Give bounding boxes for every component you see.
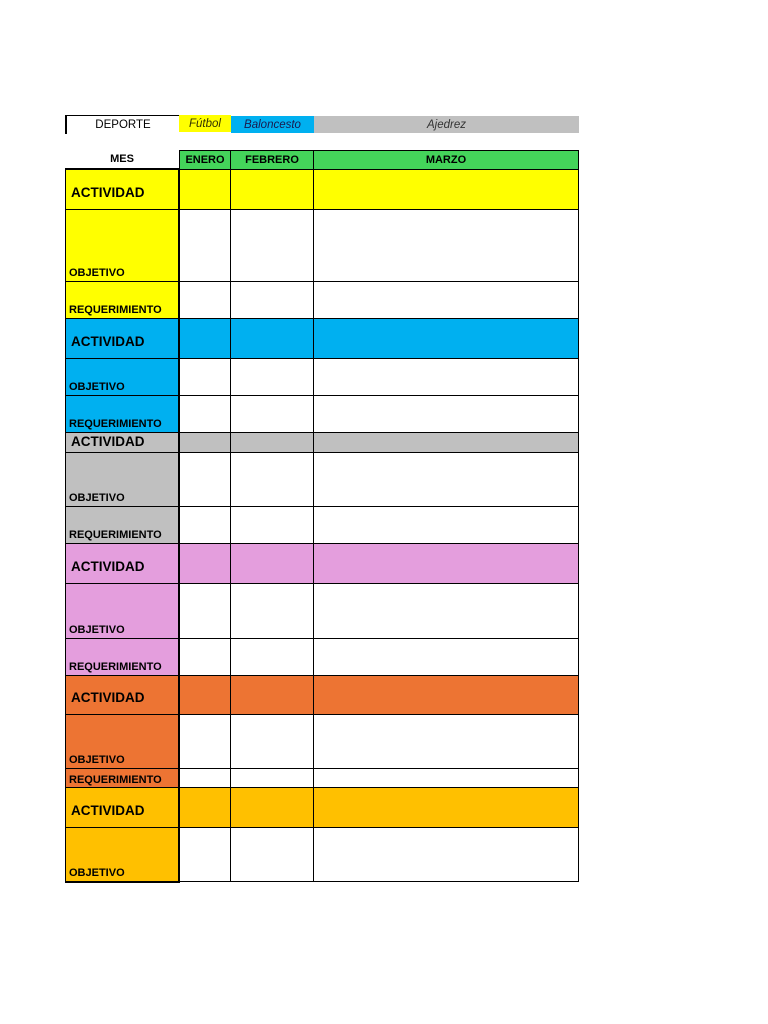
row-objetivo-6 [65,827,180,883]
objetivo-label: OBJETIVO [69,267,125,279]
cell-febrero[interactable] [230,209,314,282]
cell-febrero[interactable] [230,169,314,210]
row-actividad-1 [65,169,180,210]
row-requerimiento-4 [65,638,180,676]
cell-febrero[interactable] [230,506,314,544]
cell-marzo[interactable] [313,358,579,396]
cell-enero[interactable] [179,452,231,507]
requerimiento-label: REQUERIMIENTO [69,529,162,541]
objetivo-label: OBJETIVO [69,381,125,393]
legend-baloncesto-label: Baloncesto [244,118,301,131]
cell-marzo[interactable] [313,281,579,319]
row-actividad-5 [65,675,180,715]
cell-marzo[interactable] [313,318,579,359]
row-requerimiento-5 [65,768,180,788]
objetivo-label: OBJETIVO [69,754,125,766]
requerimiento-label: REQUERIMIENTO [69,304,162,316]
cell-enero[interactable] [179,543,231,584]
header-febrero [230,150,314,170]
legend-label-cell [65,115,179,134]
header-febrero-label: FEBRERO [245,154,299,166]
cell-enero[interactable] [179,583,231,639]
cell-marzo[interactable] [313,787,579,828]
cell-marzo[interactable] [313,452,579,507]
cell-febrero[interactable] [230,543,314,584]
cell-febrero[interactable] [230,395,314,433]
cell-marzo[interactable] [313,675,579,715]
cell-febrero[interactable] [230,714,314,769]
row-actividad-2 [65,318,180,359]
legend-baloncesto [231,116,314,133]
legend-label: DEPORTE [95,119,151,131]
objetivo-label: OBJETIVO [69,492,125,504]
row-objetivo-1 [65,209,180,282]
cell-marzo[interactable] [313,543,579,584]
cell-marzo[interactable] [313,714,579,769]
actividad-label: ACTIVIDAD [71,802,145,818]
actividad-label: ACTIVIDAD [71,333,145,349]
cell-enero[interactable] [179,432,231,453]
header-marzo-label: MARZO [425,154,467,166]
requerimiento-label: REQUERIMIENTO [69,774,162,786]
cell-febrero[interactable] [230,318,314,359]
legend-futbol-label: Fútbol [189,117,221,130]
cell-febrero[interactable] [230,675,314,715]
legend-ajedrez-label: Ajedrez [427,118,466,131]
objetivo-label: OBJETIVO [69,624,125,636]
cell-marzo[interactable] [313,395,579,433]
cell-enero[interactable] [179,768,231,788]
objetivo-label: OBJETIVO [69,867,125,879]
row-objetivo-4 [65,583,180,639]
actividad-label: ACTIVIDAD [71,558,145,574]
cell-enero[interactable] [179,209,231,282]
actividad-label: ACTIVIDAD [71,184,145,200]
cell-febrero[interactable] [230,452,314,507]
cell-febrero[interactable] [230,281,314,319]
cell-enero[interactable] [179,506,231,544]
row-requerimiento-2 [65,395,180,433]
row-actividad-4 [65,543,180,584]
header-enero-label: ENERO [185,154,225,166]
header-mes-label: MES [110,153,134,165]
cell-febrero[interactable] [230,827,314,882]
actividad-label: ACTIVIDAD [71,689,145,705]
cell-marzo[interactable] [313,583,579,639]
cell-marzo[interactable] [313,432,579,453]
cell-marzo[interactable] [313,169,579,210]
row-requerimiento-3 [65,506,180,544]
cell-marzo[interactable] [313,209,579,282]
cell-marzo[interactable] [313,768,579,788]
cell-febrero[interactable] [230,787,314,828]
cell-febrero[interactable] [230,583,314,639]
cell-febrero[interactable] [230,768,314,788]
cell-marzo[interactable] [313,827,579,882]
cell-enero[interactable] [179,827,231,882]
legend-ajedrez [314,116,579,133]
requerimiento-label: REQUERIMIENTO [69,661,162,673]
cell-enero[interactable] [179,638,231,676]
cell-enero[interactable] [179,281,231,319]
row-actividad-3 [65,432,180,453]
cell-enero[interactable] [179,318,231,359]
cell-febrero[interactable] [230,358,314,396]
header-mes [65,150,179,170]
cell-enero[interactable] [179,395,231,433]
actividad-label: ACTIVIDAD [71,434,145,449]
cell-enero[interactable] [179,358,231,396]
row-actividad-6 [65,787,180,828]
header-marzo [313,150,579,170]
requerimiento-label: REQUERIMIENTO [69,418,162,430]
cell-febrero[interactable] [230,638,314,676]
row-objetivo-3 [65,452,180,507]
cell-enero[interactable] [179,675,231,715]
cell-enero[interactable] [179,787,231,828]
header-enero [179,150,231,170]
cell-febrero[interactable] [230,432,314,453]
row-requerimiento-1 [65,281,180,319]
cell-marzo[interactable] [313,506,579,544]
row-objetivo-5 [65,714,180,769]
cell-marzo[interactable] [313,638,579,676]
row-objetivo-2 [65,358,180,396]
cell-enero[interactable] [179,169,231,210]
cell-enero[interactable] [179,714,231,769]
legend-futbol [179,115,231,132]
